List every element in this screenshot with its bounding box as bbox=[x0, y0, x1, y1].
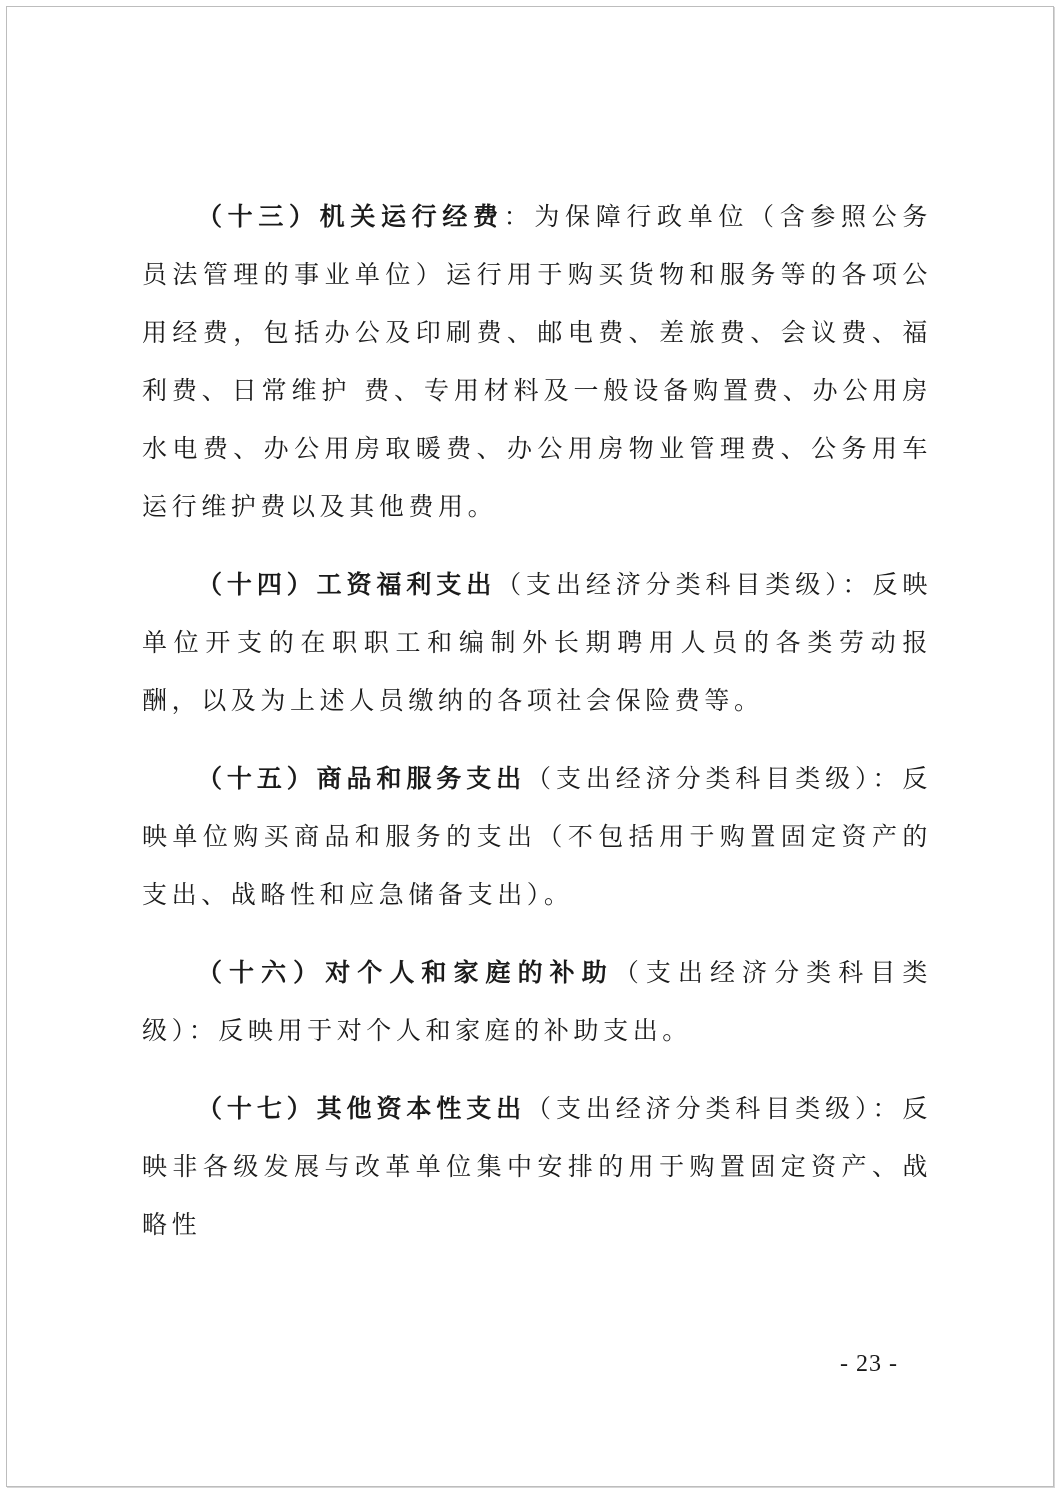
paragraph-13-separator: ： bbox=[503, 202, 535, 231]
paragraph-15 bbox=[142, 750, 932, 924]
document-body bbox=[142, 188, 932, 1254]
paragraph-17-body: （支出经济分类科目类级）：反映非各级发展与改革单位集中安排的用于购置固定资产、战略性 bbox=[142, 1094, 932, 1239]
paragraph-15-body: （支出经济分类科目类级）：反映单位购买商品和服务的支出（不包括用于购置固定资产的支出、战略性和应急储备支出）。 bbox=[142, 764, 932, 909]
paragraph-13-body: 为保障行政单位（含参照公务员法管理的事业单位）运行用于购买货物和服务等的各项公用经费，包括办公及印刷费、邮电费、差旅费、会议费、福利费、日常维护 费、专用材料及一般设备购置费、办公用房水电费、办公用房取暖费、办公用房物业管理费、公务用车运行维护费以及其他费用。 bbox=[142, 202, 932, 521]
paragraph-13-heading: （十三）机关运行经费 bbox=[197, 202, 504, 231]
paragraph-17 bbox=[142, 1080, 932, 1254]
paragraph-16 bbox=[142, 944, 932, 1060]
page-number: - 23 - bbox=[840, 1351, 898, 1377]
paragraph-13 bbox=[142, 188, 932, 536]
paragraph-15-heading: （十五）商品和服务支出 bbox=[197, 764, 527, 793]
paragraph-14 bbox=[142, 556, 932, 730]
paragraph-16-heading: （十六）对个人和家庭的补助 bbox=[197, 958, 614, 987]
paragraph-14-heading: （十四）工资福利支出 bbox=[197, 570, 497, 599]
paragraph-17-heading: （十七）其他资本性支出 bbox=[197, 1094, 527, 1123]
paragraph-14-body: （支出经济分类科目类级）：反映单位开支的在职职工和编制外长期聘用人员的各类劳动报酬，以及为上述人员缴纳的各项社会保险费等。 bbox=[142, 570, 932, 715]
paragraph-16-body: （支出经济分类科目类级）：反映用于对个人和家庭的补助支出。 bbox=[142, 958, 932, 1045]
